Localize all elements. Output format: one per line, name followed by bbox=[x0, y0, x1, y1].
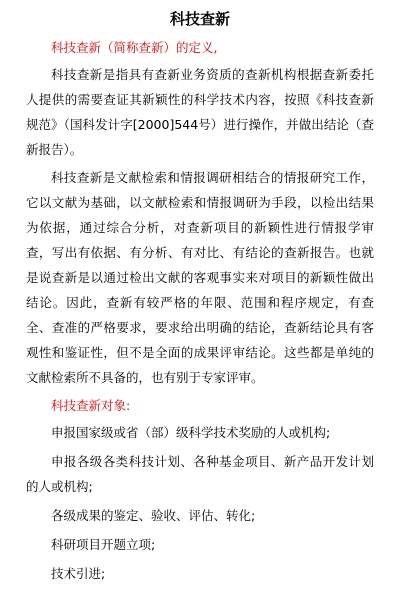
definition-paragraph-2: 科技查新是文献检索和情报调研相结合的情报研究工作，它以文献为基础，以文献检索和情报调研为手段，以检出结果为依据，通过综合分析，对查新项目的新颖性进行情报学审查，写出有依据、有分析、有对比、有结论的查新报告。也就是说查新是以通过检出文献的客观事实来对项目的新颖性做出结论。因此，查新有较严格的年限、范围和程序规定，有查全、查准的严格要求，要求给出明确的结论，查新结论具有客观性和鉴证性，但不是全面的成果评审结论。这些都是单纯的文献检索所不具备的，也有别于专家评审。 bbox=[26, 170, 374, 385]
list-item: 申报各级各类科技计划、各种基金项目、新产品开发计划的人或机构; bbox=[26, 454, 374, 494]
list-item: 各级成果的鉴定、验收、评估、转化; bbox=[51, 508, 256, 523]
definition-section bbox=[26, 36, 374, 390]
list-item: 技术引进; bbox=[51, 566, 106, 581]
list-item: 科研项目开题立项; bbox=[51, 537, 156, 552]
objects-list bbox=[26, 420, 374, 586]
document-title: 科技查新 bbox=[169, 10, 230, 28]
objects-heading: 科技查新对象: bbox=[51, 398, 131, 413]
definition-paragraph-1: 科技查新是指具有查新业务资质的查新机构根据查新委托人提供的需要查证其新颖性的科学技术内容，按照《科技查新规范》（国科发计字[2000]544号）进行操作，并做出结论（查新报告）。 bbox=[26, 67, 374, 157]
objects-section bbox=[26, 394, 374, 586]
list-item: 申报国家级或省（部）级科学技术奖励的人或机构; bbox=[51, 425, 331, 440]
definition-heading: 科技查新（简称查新）的定义, bbox=[51, 40, 218, 55]
